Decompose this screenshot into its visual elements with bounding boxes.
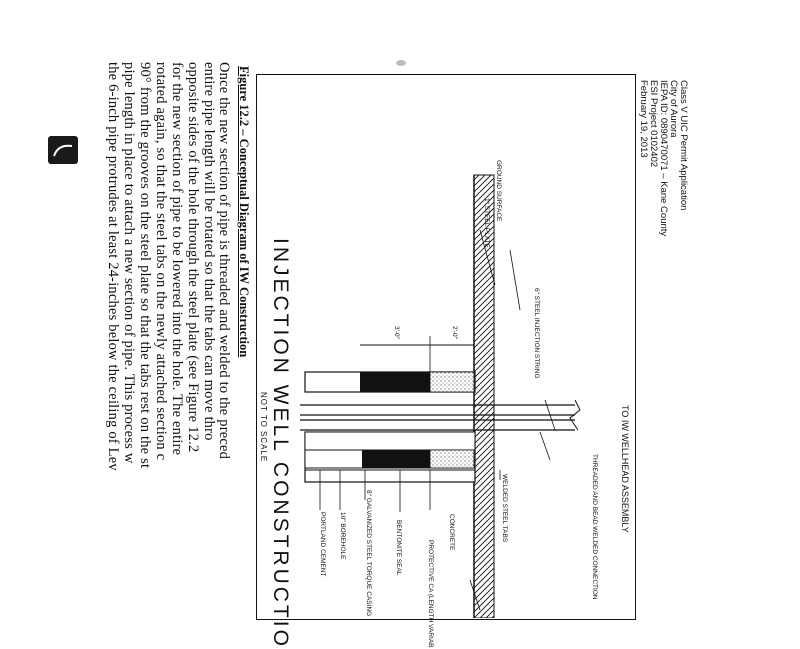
body-line-2: entire pipe length will be rotated so that the tabs can move thro — [201, 62, 217, 441]
label-protective-casing: PROTECTIVE CA (LENGTH VARIAB — [427, 540, 434, 648]
diagram-subtitle: NOT TO SCALE — [259, 392, 268, 463]
body-line-7: pipe length in place to attach a new section of pipe. This process w — [121, 62, 137, 464]
label-bentonite-seal: BENTONITE SEAL — [395, 520, 402, 576]
header-line-1: Class V UIC Permit Application — [678, 80, 689, 211]
body-line-8: the 6-inch pipe protrudes at least 24-inches below the ceiling of Lev — [105, 62, 121, 471]
label-concrete: CONCRETE — [448, 514, 455, 551]
label-injection-string: 6" STEEL INJECTION STRING — [533, 288, 540, 379]
label-portland-cement: PORTLAND CEMENT — [319, 512, 326, 577]
label-galvanized-casing: 8" GALVANIZED STEEL TORQUE CASING — [365, 490, 372, 617]
body-line-1: Once the new section of pipe is threaded and welded to the preced — [216, 62, 232, 460]
body-line-4: for the new section of pipe to be lowered into the hole. The entire — [169, 62, 185, 456]
label-ground-surface: GROUND SURFACE — [495, 160, 502, 222]
body-line-6: 90° from the grooves on the steel plate so that the tabs rest on the st — [137, 62, 153, 469]
label-dimension-2ft: 2'-0" — [451, 326, 458, 339]
body-line-3: opposite sides of the hole through the steel plate (see Figure 12.2 — [185, 62, 201, 453]
diagram-title: INJECTION WELL CONSTRUCTIO — [269, 238, 292, 649]
label-welded-tabs: WELDED STEEL TABS — [501, 474, 508, 543]
body-line-5: rotated again, so that the steel tabs on the newly attached section c — [153, 62, 169, 461]
label-to-wellhead: TO IW WELLHEAD ASSEMBLY — [620, 405, 630, 533]
label-steel-plate: 1" STEEL PLATE — [483, 198, 490, 248]
header-line-5: February 19, 2013 — [638, 80, 649, 158]
label-threaded-bead: THREADED AND BEAD WELDED CONNECTION — [591, 454, 598, 600]
label-dimension-3ft: 3'-0" — [393, 326, 400, 339]
figure-caption: Figure 12.2 – Conceptual Diagram of IW Construction — [237, 66, 251, 358]
header-line-2: City of Aurora — [668, 80, 679, 138]
label-borehole: 10" BOREHOLE — [339, 512, 346, 560]
header-line-3: IEPA ID: 0890470071 – Kane County — [658, 80, 669, 237]
header-line-4: ESI Project 0102402 — [648, 80, 659, 168]
